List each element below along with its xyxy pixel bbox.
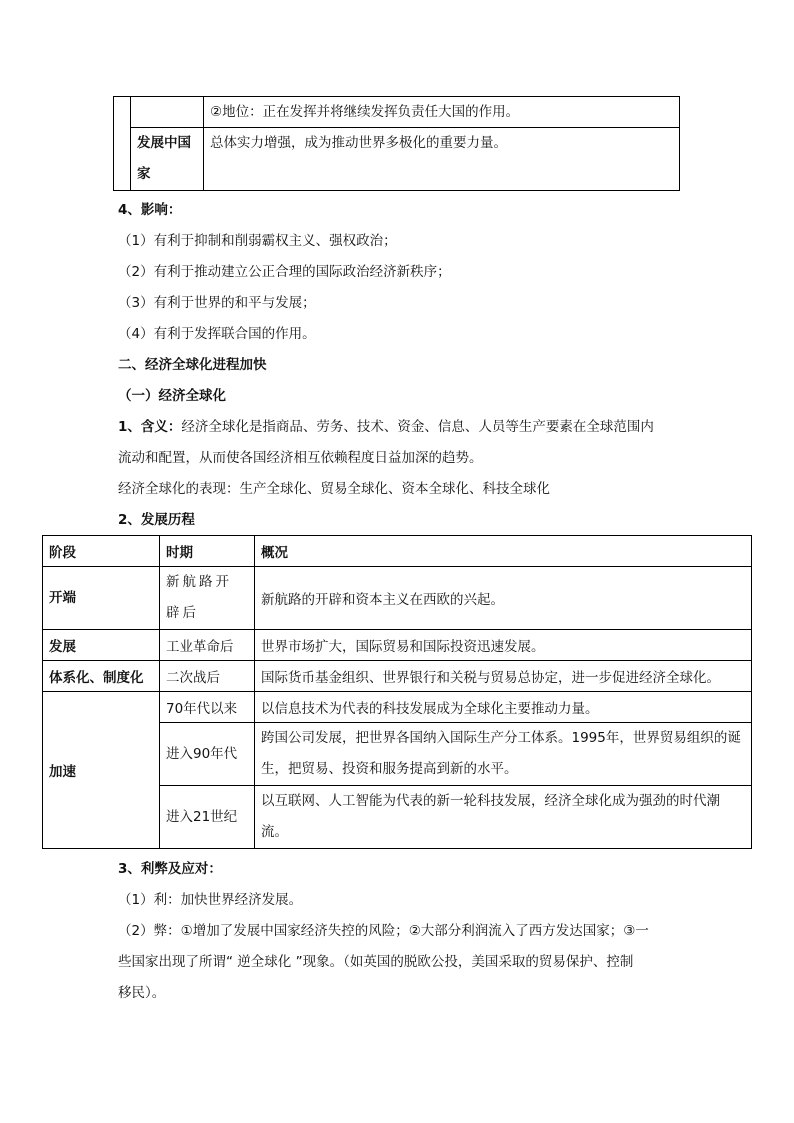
table-cell-period: 新航路开辟后 <box>160 567 255 630</box>
manifest-line: 经济全球化的表现：生产全球化、贸易全球化、资本全球化、科技全球化 <box>118 481 550 497</box>
influence-heading: 4、影响： <box>118 202 182 218</box>
table-cell <box>114 97 131 191</box>
table-row <box>43 567 752 630</box>
table-cell: 总体实力增强，成为推动世界多极化的重要力量。 <box>204 128 680 191</box>
list-item: （1）有利于抑制和削弱霸权主义、强权政治； <box>118 233 397 249</box>
table-cell-stage: 发展 <box>43 630 160 661</box>
table-cell-desc: 世界市场扩大，国际贸易和国际投资迅速发展。 <box>255 630 752 661</box>
meaning-label: 1、含义： <box>118 419 182 435</box>
table-cell-period: 二次战后 <box>160 661 255 692</box>
table-cell-desc: 以信息技术为代表的科技发展成为全球化主要推动力量。 <box>255 692 752 723</box>
table-cell: ②地位：正在发挥并将继续发挥负责任大国的作用。 <box>204 97 680 128</box>
table-cell-label: 发展中国家 <box>131 128 204 191</box>
table-cell-stage: 体系化、制度化 <box>43 661 160 692</box>
table-cell-desc: 新航路的开辟和资本主义在西欧的兴起。 <box>255 567 752 630</box>
meaning-text: 经济全球化是指商品、劳务、技术、资金、信息、人员等生产要素在全球范围内 <box>181 419 654 435</box>
table-cell-period: 工业革命后 <box>160 630 255 661</box>
table-cell-desc: 以互联网、人工智能为代表的新一轮科技发展，经济全球化成为强劲的时代潮流。 <box>255 786 752 849</box>
table-cell-stage: 加速 <box>43 692 160 849</box>
table-header: 概况 <box>255 536 752 567</box>
history-heading: 2、发展历程 <box>118 512 195 528</box>
list-item: （4）有利于发挥联合国的作用。 <box>118 326 316 342</box>
section-subtitle: （一）经济全球化 <box>118 388 226 404</box>
section-title: 二、经济全球化进程加快 <box>118 357 267 373</box>
table-row <box>43 661 752 692</box>
status-table <box>113 96 680 191</box>
table-row <box>43 630 752 661</box>
table-cell-period: 70年代以来 <box>160 692 255 723</box>
table-row <box>43 692 752 723</box>
con-line: 移民）。 <box>118 985 166 1001</box>
table-header: 阶段 <box>43 536 160 567</box>
table-cell-desc: 国际货币基金组织、世界银行和关税与贸易总协定，进一步促进经济全球化。 <box>255 661 752 692</box>
history-table <box>42 535 752 849</box>
list-item: （3）有利于世界的和平与发展； <box>118 295 316 311</box>
con-line: （2）弊：①增加了发展中国家经济失控的风险；②大部分利润流入了西方发达国家；③一 <box>118 923 649 939</box>
table-row <box>114 97 680 128</box>
table-cell-desc: 跨国公司发展，把世界各国纳入国际生产分工体系。1995年，世界贸易组织的诞生，把贸易、投资和服务提高到新的水平。 <box>255 723 752 786</box>
table-cell-stage: 开端 <box>43 567 160 630</box>
table-row <box>114 128 680 191</box>
list-item: （2）有利于推动建立公正合理的国际政治经济新秩序； <box>118 264 451 280</box>
table-cell-period: 进入21世纪 <box>160 786 255 849</box>
table-cell-period: 进入90年代 <box>160 723 255 786</box>
con-line: 些国家出现了所谓“ 逆全球化 ”现象。（如英国的脱欧公投，美国采取的贸易保护、控制 <box>118 954 634 970</box>
pros-cons-heading: 3、利弊及应对： <box>118 861 222 877</box>
meaning-line-2: 流动和配置，从而使各国经济相互依赖程度日益加深的趋势。 <box>118 450 483 466</box>
meaning-line <box>118 416 654 438</box>
pro-line: （1）利：加快世界经济发展。 <box>118 892 303 908</box>
table-cell <box>131 97 204 128</box>
table-header: 时期 <box>160 536 255 567</box>
table-header-row <box>43 536 752 567</box>
